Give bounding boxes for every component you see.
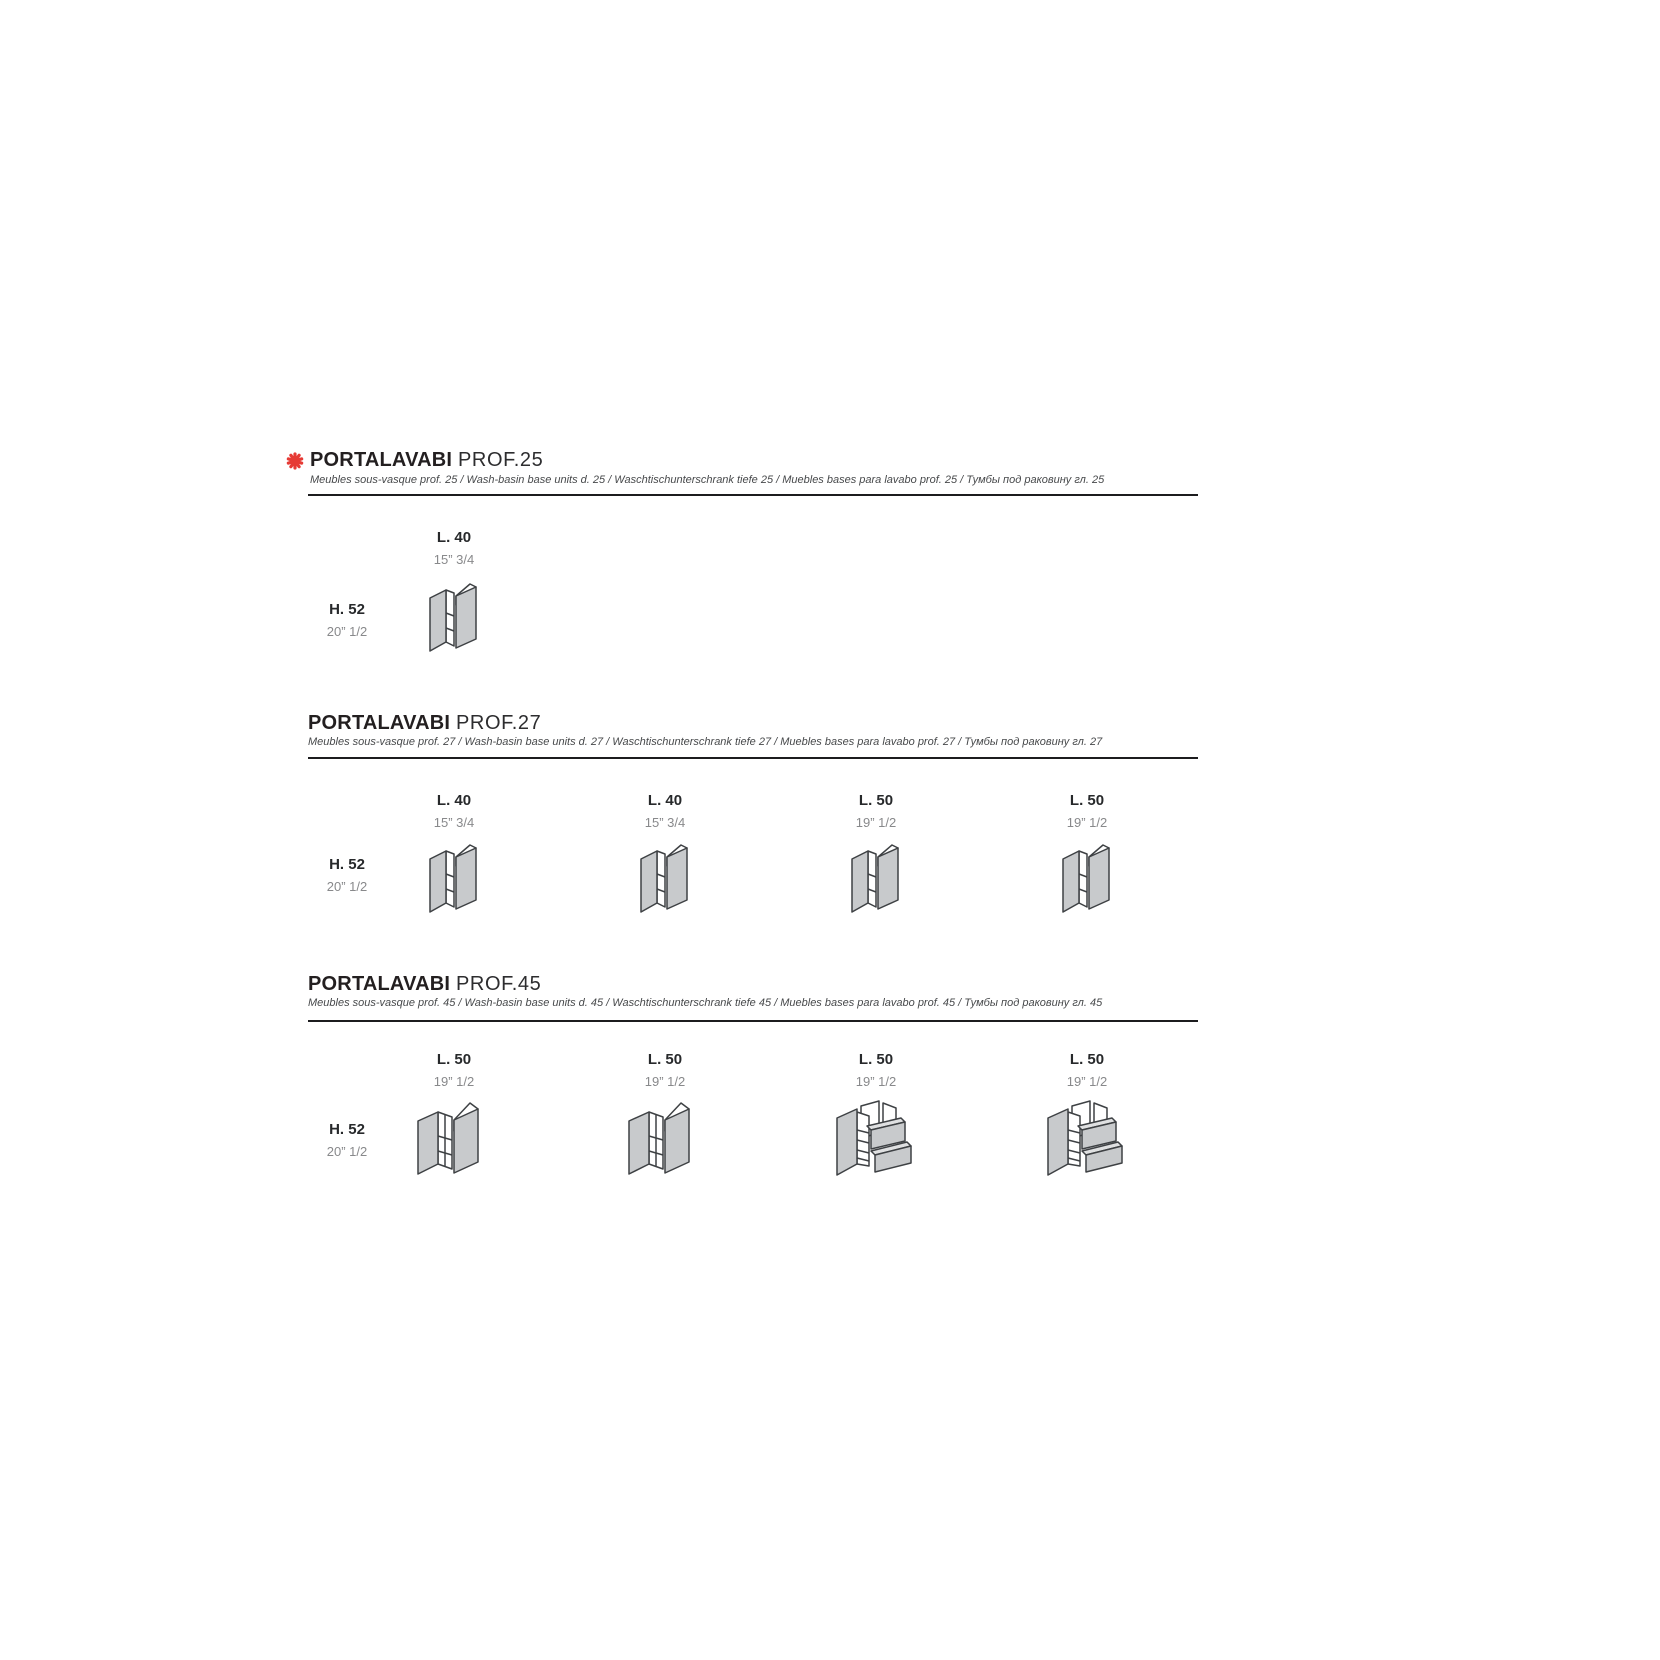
- section-title-suffix: PROF.25: [457, 449, 544, 471]
- width-dimension: [610, 792, 720, 830]
- vanity-drawing-two-drawers: [1044, 1100, 1130, 1178]
- asterisk-icon: [286, 452, 304, 470]
- vanity-drawing-two-doors: [426, 840, 482, 914]
- width-metric-label: L. 50: [1069, 792, 1105, 809]
- height-dimension: [297, 1121, 397, 1159]
- height-dimension: [297, 856, 397, 894]
- asterisk-icon-svg: [286, 452, 304, 470]
- width-metric-label: L. 40: [647, 792, 683, 809]
- section-divider: [308, 1020, 1198, 1022]
- width-dimension: [1032, 792, 1142, 830]
- vanity-drawing-two-doors: [625, 1100, 705, 1176]
- vanity-drawing-two-doors: [426, 579, 482, 653]
- width-imperial-label: 19” 1/2: [855, 815, 897, 830]
- height-metric-label: H. 52: [329, 601, 365, 618]
- section-title-main: PORTALAVABI: [308, 712, 451, 734]
- width-metric-label: L. 40: [436, 529, 472, 546]
- section-title: [308, 712, 541, 735]
- section-title: [308, 973, 541, 996]
- width-dimension: [821, 792, 931, 830]
- section-title: [310, 449, 543, 472]
- height-dimension: [297, 601, 397, 639]
- section-divider: [308, 494, 1198, 496]
- vanity-drawing-two-drawers: [833, 1100, 919, 1178]
- vanity-drawing-two-doors: [1059, 840, 1115, 914]
- height-metric-label: H. 52: [329, 856, 365, 873]
- height-imperial-label: 20” 1/2: [326, 1144, 368, 1159]
- width-imperial-label: 15” 3/4: [433, 815, 475, 830]
- height-metric-label: H. 52: [329, 1121, 365, 1138]
- section-title-suffix: PROF.27: [455, 712, 542, 734]
- width-metric-label: L. 50: [1069, 1051, 1105, 1068]
- width-imperial-label: 15” 3/4: [644, 815, 686, 830]
- width-dimension: [399, 529, 509, 567]
- vanity-drawing-two-doors: [637, 840, 693, 914]
- width-metric-label: L. 40: [436, 792, 472, 809]
- width-dimension: [610, 1051, 720, 1089]
- width-imperial-label: 19” 1/2: [1066, 1074, 1108, 1089]
- width-dimension: [1032, 1051, 1142, 1089]
- vanity-drawing-two-doors: [848, 840, 904, 914]
- width-imperial-label: 19” 1/2: [1066, 815, 1108, 830]
- height-imperial-label: 20” 1/2: [326, 624, 368, 639]
- section-subtitle: Meubles sous-vasque prof. 45 / Wash-basin base units d. 45 / Waschtischunterschrank tiefe 45 / Muebles bases para lavabo prof. 45 / Тумбы под раковину гл. 45: [308, 997, 1103, 1009]
- height-imperial-label: 20” 1/2: [326, 879, 368, 894]
- width-metric-label: L. 50: [436, 1051, 472, 1068]
- width-dimension: [399, 1051, 509, 1089]
- width-metric-label: L. 50: [858, 1051, 894, 1068]
- vanity-drawing-two-doors: [414, 1100, 494, 1176]
- section-subtitle: Meubles sous-vasque prof. 25 / Wash-basin base units d. 25 / Waschtischunterschrank tiefe 25 / Muebles bases para lavabo prof. 25 / Тумбы под раковину гл. 25: [310, 474, 1105, 486]
- section-title-main: PORTALAVABI: [310, 449, 453, 471]
- width-metric-label: L. 50: [647, 1051, 683, 1068]
- width-dimension: [821, 1051, 931, 1089]
- section-title-main: PORTALAVABI: [308, 973, 451, 995]
- width-imperial-label: 15” 3/4: [433, 552, 475, 567]
- width-metric-label: L. 50: [858, 792, 894, 809]
- section-divider: [308, 757, 1198, 759]
- width-dimension: [399, 792, 509, 830]
- section-title-suffix: PROF.45: [455, 973, 542, 995]
- width-imperial-label: 19” 1/2: [644, 1074, 686, 1089]
- section-subtitle: Meubles sous-vasque prof. 27 / Wash-basin base units d. 27 / Waschtischunterschrank tiefe 27 / Muebles bases para lavabo prof. 27 / Тумбы под раковину гл. 27: [308, 736, 1103, 748]
- width-imperial-label: 19” 1/2: [855, 1074, 897, 1089]
- width-imperial-label: 19” 1/2: [433, 1074, 475, 1089]
